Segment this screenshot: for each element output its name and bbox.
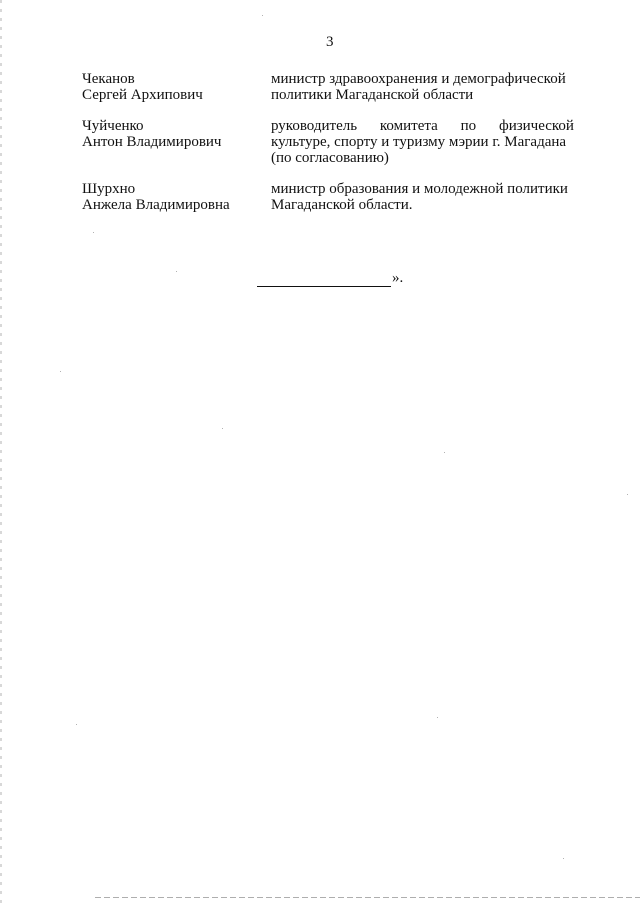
member-given-names: Антон Владимирович bbox=[82, 134, 222, 150]
position-line: Магаданской области. bbox=[271, 197, 413, 213]
position-line: политики Магаданской области bbox=[271, 87, 474, 103]
position-line bbox=[271, 118, 574, 134]
page-number: 3 bbox=[326, 34, 334, 50]
member-row bbox=[82, 118, 572, 166]
member-position bbox=[271, 71, 574, 103]
scan-speck bbox=[60, 371, 61, 372]
closing-quote-mark: ». bbox=[392, 270, 404, 286]
blank-line bbox=[257, 271, 391, 287]
scan-speck bbox=[444, 452, 445, 453]
scan-speck bbox=[563, 858, 564, 859]
position-word: физической bbox=[498, 118, 574, 134]
position-line: (по согласованию) bbox=[271, 150, 389, 166]
scan-speck bbox=[262, 15, 263, 16]
scan-speck bbox=[76, 724, 77, 725]
member-name bbox=[82, 118, 271, 150]
scan-speck bbox=[627, 494, 628, 495]
member-name bbox=[82, 181, 271, 213]
position-word: руководитель bbox=[271, 118, 358, 134]
member-row bbox=[82, 181, 572, 213]
member-position bbox=[271, 181, 574, 213]
member-surname: Чуйченко bbox=[82, 118, 144, 134]
scan-speck bbox=[437, 717, 438, 718]
scan-speck bbox=[222, 428, 223, 429]
position-word: по bbox=[460, 118, 477, 134]
scan-bottom-edge bbox=[95, 897, 640, 898]
member-surname: Чеканов bbox=[82, 71, 135, 87]
scan-left-edge bbox=[0, 0, 2, 905]
member-list bbox=[82, 71, 572, 228]
member-given-names: Сергей Архипович bbox=[82, 87, 203, 103]
scan-speck bbox=[176, 271, 177, 272]
position-line-text: министр здравоохранения и демографической bbox=[271, 71, 566, 87]
position-line bbox=[271, 71, 574, 87]
member-surname: Шурхно bbox=[82, 181, 136, 197]
closing-signature-line bbox=[257, 269, 403, 287]
position-line: культуре, спорту и туризму мэрии г. Магадана bbox=[271, 134, 567, 150]
scan-speck bbox=[93, 232, 94, 233]
member-given-names: Анжела Владимировна bbox=[82, 197, 230, 213]
position-word: комитета bbox=[379, 118, 438, 134]
member-row bbox=[82, 71, 572, 103]
member-name bbox=[82, 71, 271, 103]
position-line: министр образования и молодежной политики bbox=[271, 181, 568, 197]
member-position bbox=[271, 118, 574, 166]
